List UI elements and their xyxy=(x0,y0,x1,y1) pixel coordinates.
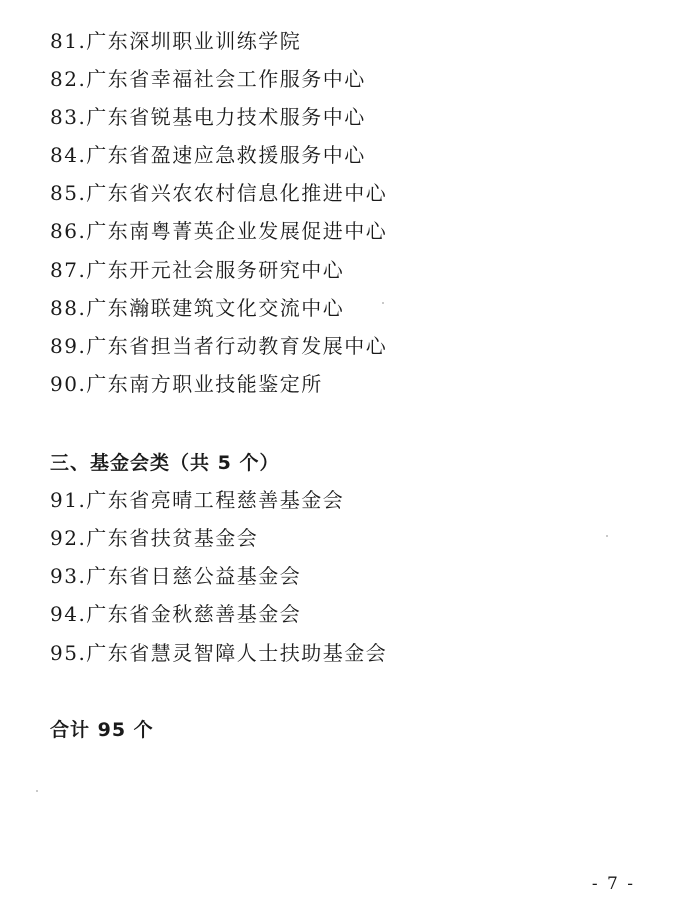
list-item: 85.广东省兴农农村信息化推进中心 xyxy=(50,181,388,205)
list-item: 84.广东省盈速应急救援服务中心 xyxy=(50,143,366,167)
scan-speck xyxy=(382,302,384,304)
list-item: 92.广东省扶贫基金会 xyxy=(50,526,259,550)
list-item: 95.广东省慧灵智障人士扶助基金会 xyxy=(50,641,388,665)
list-item: 93.广东省日慈公益基金会 xyxy=(50,564,302,588)
scan-speck xyxy=(606,535,608,537)
list-item: 81.广东深圳职业训练学院 xyxy=(50,29,302,53)
list-item: 88.广东瀚联建筑文化交流中心 xyxy=(50,296,345,320)
list-item: 82.广东省幸福社会工作服务中心 xyxy=(50,67,366,91)
list-item: 83.广东省锐基电力技术服务中心 xyxy=(50,105,366,129)
list-item: 94.广东省金秋慈善基金会 xyxy=(50,602,302,626)
page-number: - 7 - xyxy=(591,874,635,894)
list-item: 86.广东南粤菁英企业发展促进中心 xyxy=(50,219,388,243)
section-heading: 三、基金会类（共 5 个） xyxy=(50,452,280,474)
scan-speck xyxy=(36,790,38,792)
list-item: 91.广东省亮晴工程慈善基金会 xyxy=(50,488,345,512)
list-item: 90.广东南方职业技能鉴定所 xyxy=(50,372,323,396)
total-count: 合计 95 个 xyxy=(50,719,154,741)
list-item: 89.广东省担当者行动教育发展中心 xyxy=(50,334,388,358)
list-item: 87.广东开元社会服务研究中心 xyxy=(50,258,345,282)
